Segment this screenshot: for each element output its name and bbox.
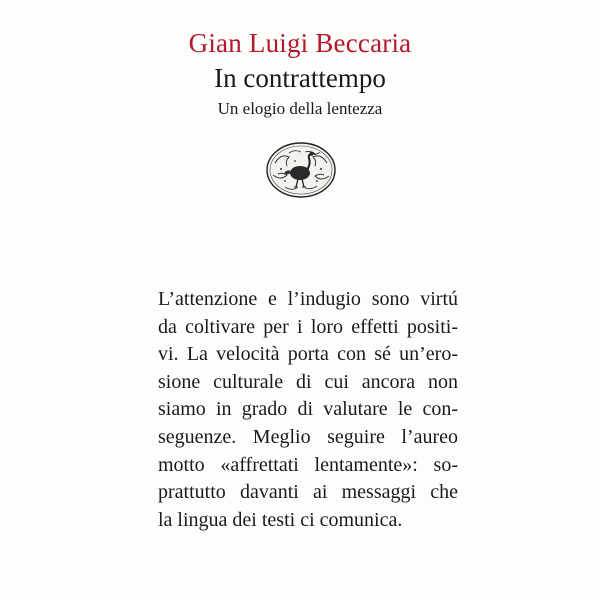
blurb-line: seguenze. Meglio seguire l’aureo — [158, 425, 458, 448]
blurb-line: siamo in grado di valutare le con- — [158, 398, 458, 421]
blurb-line: motto «affrettati lentamente»: so- — [158, 453, 458, 476]
author-name: Gian Luigi Beccaria — [188, 28, 412, 58]
book-subtitle: Un elogio della lentezza — [217, 99, 383, 118]
blurb-line: vi. La velocità porta con sé un’ero- — [158, 343, 458, 366]
ostrich-emblem-icon — [265, 141, 337, 199]
blurb-line: prattutto davanti ai messaggi che — [158, 481, 458, 504]
blurb-line: da coltivare per i loro effetti positi- — [158, 315, 458, 338]
blurb-line: sione culturale di cui ancora non — [158, 370, 458, 393]
blurb-line: L’attenzione e l’indugio sono virtú — [158, 288, 458, 310]
blurb-line: la lingua dei testi ci comunica. — [158, 508, 403, 531]
book-title: In contrattempo — [214, 63, 386, 93]
back-cover-blurb — [158, 286, 458, 534]
